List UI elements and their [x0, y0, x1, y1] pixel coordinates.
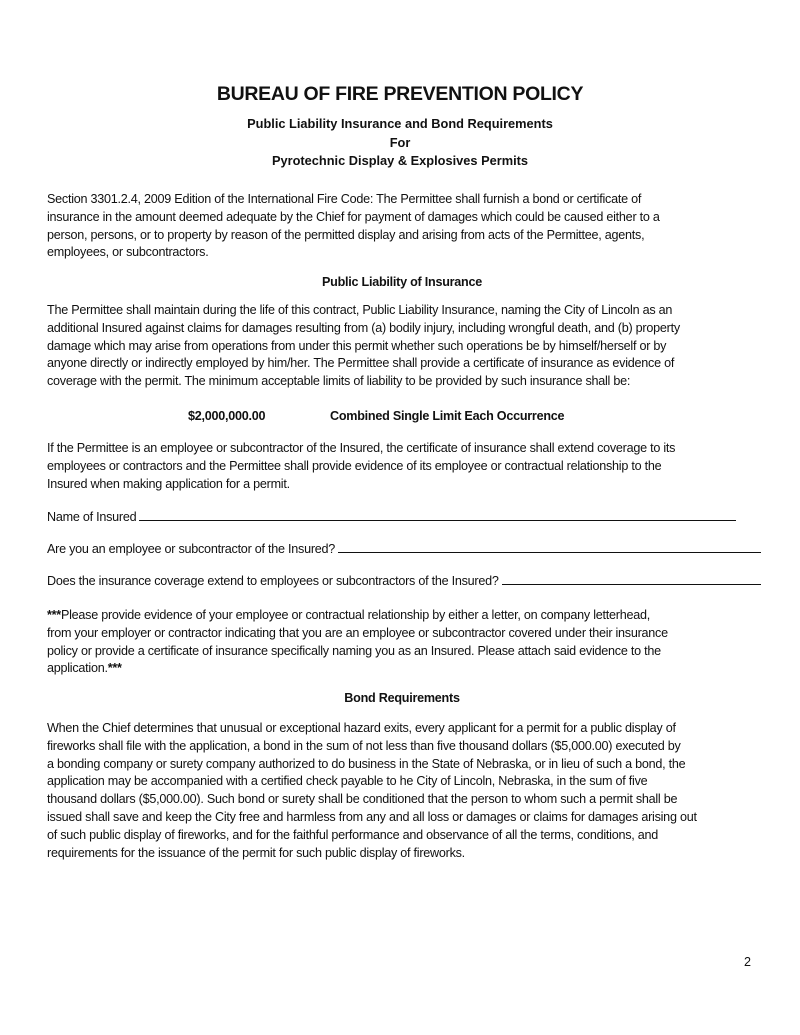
text-line: Section 3301.2.4, 2009 Edition of the International Fire Code: The Permittee shall furnish a bond or certificate of — [47, 192, 642, 206]
text-line — [47, 660, 757, 678]
coverage-question-input[interactable] — [502, 572, 761, 585]
employee-question-field — [47, 540, 757, 559]
text-line: policy or provide a certificate of insurance specifically naming you as an Insured. Please attach said evidence to the — [47, 643, 661, 658]
text-line: from your employer or contractor indicating that you are an employee or subcontractor covered under their insurance — [47, 625, 668, 640]
bond-paragraph — [47, 720, 757, 862]
liability-paragraph — [47, 302, 757, 391]
text-line: The Permittee shall maintain during the life of this contract, Public Liability Insurance, naming the City of Lincoln as an — [47, 303, 673, 317]
text: Please provide evidence of your employee or contractual relationship by either a letter, on company letterhead, — [60, 608, 650, 622]
subcontractor-paragraph — [47, 440, 757, 493]
text-line: additional Insured against claims for damages resulting from (a) bodily injury, including wrongful death, and (b) property — [47, 320, 680, 335]
text-line: When the Chief determines that unusual or exceptional hazard exits, every applicant for a permit for a public display of — [47, 721, 676, 735]
stars-close: *** — [107, 661, 122, 676]
text-line: coverage with the permit. The minimum acceptable limits of liability to be provided by such insurance shall be: — [47, 374, 631, 389]
coverage-question-field — [47, 572, 757, 591]
text-line: requirements for the issuance of the permit for such public display of fireworks. — [47, 845, 465, 860]
text-line: employees or contractors and the Permittee shall provide evidence of its employee or contractual relationship to the — [47, 458, 662, 473]
text-line: insurance in the amount deemed adequate by the Chief for payment of damages which could be caused either to a — [47, 209, 660, 224]
text-line: employees, or subcontractors. — [47, 245, 209, 260]
text-line: person, persons, or to property by reason of the permitted display and arising from acts of the Permittee, agents, — [47, 227, 645, 242]
text-line — [47, 607, 757, 625]
limit-label: Combined Single Limit Each Occurrence — [330, 409, 565, 423]
section-code-paragraph — [47, 191, 757, 262]
subtitle-line: Public Liability Insurance and Bond Requirements — [247, 116, 553, 131]
name-of-insured-input[interactable] — [139, 508, 736, 521]
text-line: of such public display of fireworks, and for the faithful performance and observance of all the terms, conditions, and — [47, 827, 659, 842]
document-title: BUREAU OF FIRE PREVENTION POLICY — [216, 83, 584, 105]
text-line: thousand dollars ($5,000.00). Such bond or surety shall be conditioned that the person to whom such a permit shall be — [47, 792, 678, 807]
text-line: application may be accompanied with a certified check payable to he City of Lincoln, Nebraska, in the sum of five — [47, 774, 648, 789]
text-line: fireworks shall file with the application, a bond in the sum of not less than five thousand dollars ($5,000.00) executed by — [47, 738, 681, 753]
field-label: Name of Insured — [47, 510, 137, 524]
heading-public-liability — [47, 274, 757, 292]
page-number: 2 — [744, 955, 752, 969]
heading-bond-requirements — [47, 690, 757, 708]
subtitle-line: For — [389, 134, 411, 150]
subtitle-line: Pyrotechnic Display & Explosives Permits — [271, 153, 529, 169]
text-line: Insured when making application for a permit. — [47, 476, 290, 491]
field-label: Are you an employee or subcontractor of the Insured? — [47, 542, 336, 556]
document-subtitle — [0, 115, 800, 171]
stars-open: *** — [47, 608, 61, 622]
heading-text: Public Liability of Insurance — [322, 275, 482, 289]
text-line: damage which may arise from operations from under this permit whether such operations be by himself/herself or by — [47, 338, 667, 353]
text: application. — [47, 661, 108, 676]
text-line: a bonding company or surety company authorized to do business in the State of Nebraska, or in lieu of such a bond, the — [47, 756, 686, 771]
evidence-paragraph — [47, 607, 757, 678]
heading-text: Bond Requirements — [344, 691, 460, 705]
field-label: Does the insurance coverage extend to employees or subcontractors of the Insured? — [47, 574, 499, 588]
text-line: issued shall save and keep the City free and harmless from any and all loss or damages or claims for damages arising out — [47, 809, 697, 824]
employee-question-input[interactable] — [338, 540, 761, 553]
limit-amount: $2,000,000.00 — [188, 409, 266, 423]
text-line: anyone directly or indirectly employed by him/her. The Permittee shall provide a certificate of insurance as evidence of — [47, 356, 675, 371]
name-of-insured-field — [47, 508, 757, 527]
text-line: If the Permittee is an employee or subcontractor of the Insured, the certificate of insurance shall extend coverage to its — [47, 441, 676, 455]
